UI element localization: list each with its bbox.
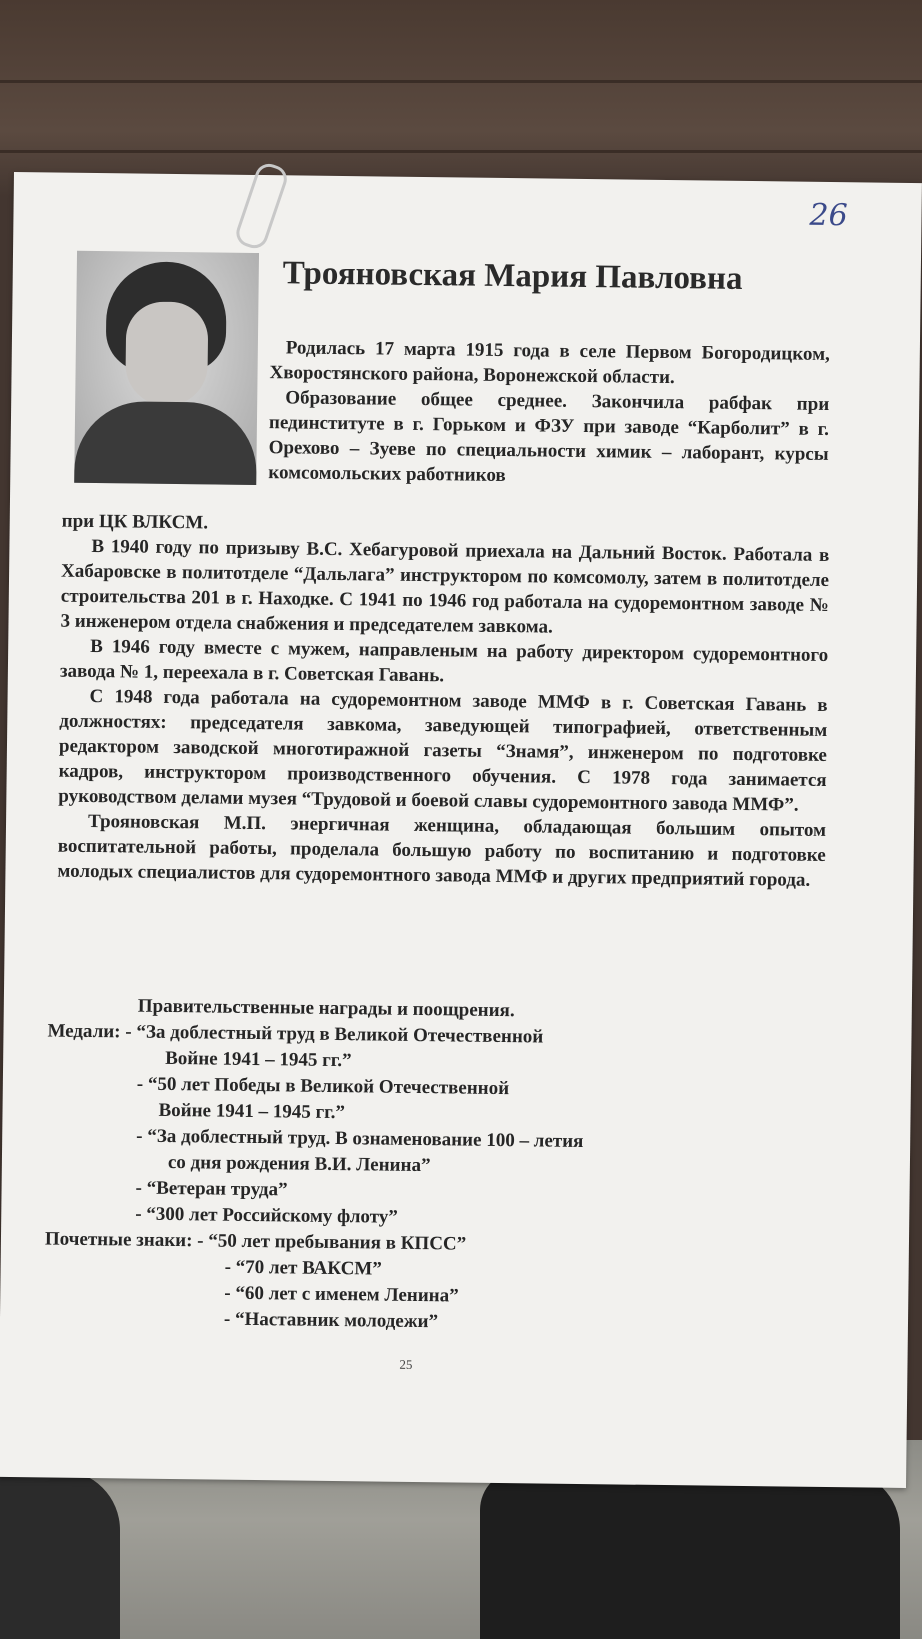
body-paragraph: при ЦК ВЛКСМ. (61, 510, 209, 534)
document-sheet (0, 172, 922, 1488)
award-line: Войне 1941 – 1945 гг.” (158, 1099, 346, 1124)
paperclip-icon (233, 160, 291, 252)
portrait-body (74, 401, 257, 485)
award-line: Войне 1941 – 1945 гг.” (165, 1047, 352, 1072)
body-paragraph: В 1940 году по призыву В.С. Хебагуровой приехала на Дальний Восток. Работала в Хабаровске в политотделе “Дальлага” инструктором по комсомолу, затем в политотделе строительства 201 в г. Находке. С 1941 по 1946 год работала на судоремонтном заводе № 3 инженером отдела снабжения и председателем завкома. (60, 535, 830, 638)
award-line: - “Ветеран труда” (135, 1177, 288, 1201)
award-line: - “300 лет Российскому флоту” (135, 1203, 398, 1228)
portrait-face (125, 301, 208, 406)
handwritten-page-mark: 26 (809, 197, 848, 234)
award-line: со дня рождения В.И. Ленина” (167, 1151, 431, 1177)
intro-paragraph: Образование общее среднее. Закончила рабфак при пединституте в г. Горьком и ФЗУ при заводе “Карболит” в г. Орехово – Зуеве по специальности химик – лаборант, курсы комсомольских работников (268, 387, 830, 487)
award-line: - “70 лет ВАКСМ” (224, 1256, 382, 1280)
shoe-left (0, 1470, 120, 1639)
awards-heading: Правительственные награды и поощрения. (137, 995, 515, 1022)
document-title: Трояновская Мария Павловна (282, 255, 743, 297)
background-board-line (0, 150, 922, 153)
award-line: - “60 лет с именем Ленина” (224, 1282, 459, 1307)
shoe-right (480, 1470, 900, 1639)
page-number: 25 (399, 1356, 413, 1372)
intro-paragraph: Родилась 17 марта 1915 года в селе Первом Богородицком, Хворостянского района, Воронежской области. (269, 337, 830, 389)
award-line: - “Наставник молодежи” (223, 1308, 439, 1333)
award-line: Почетные знаки: - “50 лет пребывания в КПСС” (44, 1228, 467, 1255)
body-paragraph: В 1946 году вместе с мужем, направленым на работу директором судоремонтного завода № 1, переехала в г. Советская Гавань. (59, 635, 829, 687)
awards-section (44, 992, 808, 1339)
portrait-photo (74, 251, 259, 485)
body-paragraph: С 1948 года работала на судоремонтном заводе ММФ в г. Советская Гавань в должностях: председателя завкома, заведующей типографией, ответственным редактором заводской многотиражной газеты “Знамя”, инженером по подготовке кадров, инструктором производственного обучения. С 1978 года занимается руководством делами музея “Трудовой и боевой славы судоремонтного завода ММФ”. (58, 685, 828, 816)
body-text (57, 509, 830, 893)
award-line: - “50 лет Победы в Великой Отечественной (136, 1073, 510, 1100)
background-board-line (0, 80, 922, 83)
intro-text (268, 335, 830, 492)
award-line: Медали: - “За доблестный труд в Великой Отечественной (47, 1020, 544, 1048)
award-line: - “За доблестный труд. В ознаменование 100 – летия (136, 1125, 584, 1153)
body-paragraph: Трояновская М.П. энергичная женщина, обладающая большим опытом воспитательной работы, проделала большую работу по воспитанию и подготовке молодых специалистов для судоремонтного завода ММФ и других предприятий города. (57, 810, 827, 891)
